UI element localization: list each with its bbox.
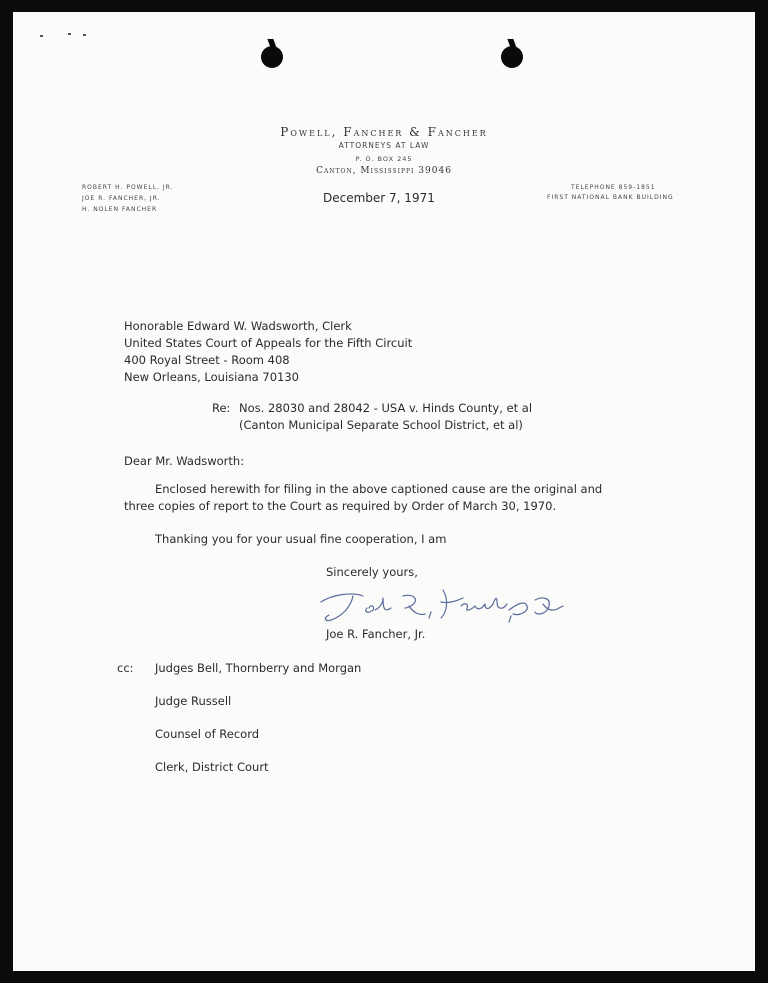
cc-item: Judge Russell bbox=[155, 694, 232, 708]
closing: Sincerely yours, bbox=[326, 565, 418, 579]
paragraph-line: three copies of report to the Court as required by Order of March 30, 1970. bbox=[124, 499, 557, 513]
salutation: Dear Mr. Wadsworth: bbox=[124, 454, 245, 468]
paragraph-line: Enclosed herewith for filing in the above captioned cause are the original and bbox=[155, 482, 603, 496]
firm-city: Canton, Mississippi 39046 bbox=[316, 166, 452, 176]
firm-po-box: P. O. BOX 245 bbox=[355, 155, 413, 163]
recipient-line: Honorable Edward W. Wadsworth, Clerk bbox=[124, 319, 352, 333]
letter-date: December 7, 1971 bbox=[323, 191, 435, 205]
signer-name: Joe R. Fancher, Jr. bbox=[326, 627, 426, 641]
recipient-address bbox=[124, 318, 412, 386]
firm-practice: ATTORNEYS AT LAW bbox=[338, 141, 430, 150]
cc-item: Judges Bell, Thornberry and Morgan bbox=[155, 661, 362, 675]
letter-page bbox=[13, 12, 755, 971]
recipient-line: United States Court of Appeals for the Fifth Circuit bbox=[124, 336, 413, 350]
re-label: Re: bbox=[212, 401, 231, 415]
punch-hole-right bbox=[501, 46, 523, 68]
recipient-line: New Orleans, Louisiana 70130 bbox=[124, 370, 299, 384]
scan-mark bbox=[68, 33, 71, 35]
partner-name: ROBERT H. POWELL, JR. bbox=[82, 184, 174, 191]
re-line-1: Nos. 28030 and 28042 - USA v. Hinds County, et al bbox=[239, 401, 533, 415]
cc-item: Counsel of Record bbox=[155, 727, 260, 741]
partner-list bbox=[82, 182, 174, 215]
body-paragraph-2: Thanking you for your usual fine cooperation, I am bbox=[155, 532, 447, 546]
cc-label: cc: bbox=[117, 661, 134, 675]
scan-mark bbox=[40, 35, 43, 37]
firm-name: Powell, Fancher & Fancher bbox=[280, 125, 488, 139]
re-line-2: (Canton Municipal Separate School District, et al) bbox=[239, 418, 523, 432]
scan-mark bbox=[83, 34, 86, 36]
firm-telephone: TELEPHONE 859-1851 bbox=[571, 184, 656, 191]
cc-item: Clerk, District Court bbox=[155, 760, 269, 774]
partner-name: H. NOLEN FANCHER bbox=[82, 206, 158, 213]
punch-hole-left bbox=[261, 46, 283, 68]
body-paragraph-1 bbox=[124, 481, 602, 515]
recipient-line: 400 Royal Street - Room 408 bbox=[124, 353, 290, 367]
firm-building: FIRST NATIONAL BANK BUILDING bbox=[547, 194, 674, 201]
partner-name: JOE R. FANCHER, JR. bbox=[82, 195, 161, 202]
handwritten-signature bbox=[313, 582, 573, 628]
